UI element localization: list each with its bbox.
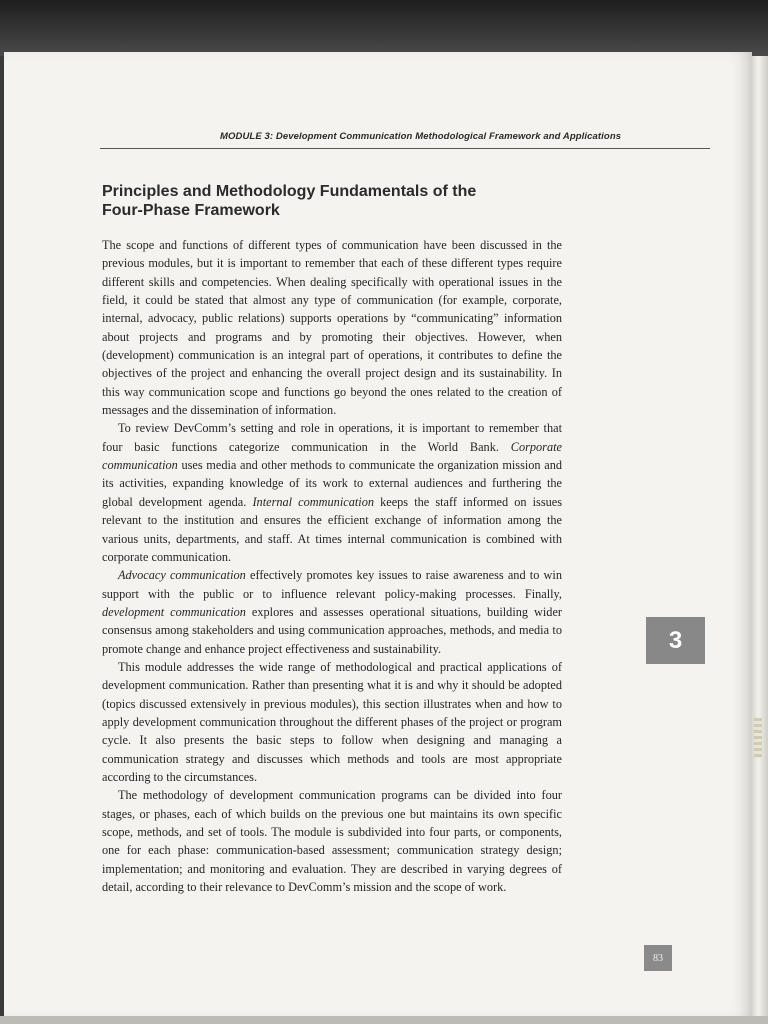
page-edge bbox=[752, 56, 768, 1024]
page-number: 83 bbox=[644, 945, 672, 971]
paragraph-3-text: explores and assesses operational situations, building wider consensus among stakeholders and using communication approaches, methods, and media to promote change and enhance project effectiveness and sustainability. bbox=[102, 604, 563, 656]
paragraph-1: The scope and functions of different types of communication have been discussed in the previous modules, but it is important to remember that each of these different types require different skills and competencies. When dealing specifically with operational issues in the field, it could be stated that almost any type of communication (for example, corporate, internal, advocacy, public relations) supports operations by “communicating” information about projects and programs and by promoting their objectives. However, when (development) communication is an integral part of operations, it contributes to define the objectives of the project and enhancing the overall project design and its sustainability. In this way communication scope and functions go beyond the ones related to the creation of messages and the dissemination of information. bbox=[102, 238, 562, 418]
paragraph-2-text: keeps the staff informed on issues relevant to the institution and ensures the efficient exchange of information among the various units, departments, and staff. At times internal communication is combined with corporate communication. bbox=[102, 494, 562, 564]
paragraph-4: This module addresses the wide range of methodological and practical applications of development communication. Rather than presenting what it is and why it should be adopted (topics discussed extensively in previous modules), this section illustrates when and how to apply development communication throughout the different phases of the project or program cycle. It also presents the basic steps to follow when designing and managing a communication strategy and discusses which methods and tools are most appropriate according to the circumstances. bbox=[102, 659, 562, 784]
paragraph-2-text: To review DevComm’s setting and role in operations, it is important to remember that four basic functions categorize communication in the World Bank. bbox=[102, 421, 562, 454]
page-edge-mark bbox=[754, 718, 762, 758]
section-title bbox=[102, 182, 542, 220]
header-rule bbox=[100, 148, 710, 149]
term-internal-communication: Internal communication bbox=[252, 494, 374, 509]
term-advocacy-communication: Advocacy communication bbox=[118, 568, 246, 583]
paragraph-3-text: effectively promotes key issues to raise awareness and to win support with the public or to influence relevant policy-making processes. Finally, bbox=[102, 568, 562, 601]
scan-bottom-strip bbox=[0, 1016, 768, 1024]
paragraph-2-text: uses media and other methods to communicate the organization mission and its activities, expanding knowledge of its work to external audiences and furthering the global development agenda. bbox=[102, 458, 562, 509]
scan-top-shadow bbox=[0, 0, 768, 56]
section-title-line-2: Four-Phase Framework bbox=[102, 202, 280, 219]
paragraph-2 bbox=[102, 419, 562, 566]
chapter-tab: 3 bbox=[646, 617, 705, 664]
paragraph-5: The methodology of development communication programs can be divided into four stages, or phases, each of which builds on the previous one but maintains its own specific scope, methods, and set of tools. The module is subdivided into four parts, or components, one for each phase: communication-based assessment; communication strategy design; implementation; and monitoring and evaluation. They are described in varying degrees of detail, according to their relevance to DevComm’s mission and the scope of work. bbox=[102, 788, 562, 895]
body-text bbox=[102, 236, 562, 896]
section-title-line-1: Principles and Methodology Fundamentals of the bbox=[102, 183, 477, 200]
term-corporate-communication: Corporate communication bbox=[102, 439, 562, 473]
paragraph-3 bbox=[102, 566, 562, 658]
running-head: MODULE 3: Development Communication Methodological Framework and Applications bbox=[220, 131, 622, 142]
term-development-communication: development communication bbox=[102, 604, 246, 619]
